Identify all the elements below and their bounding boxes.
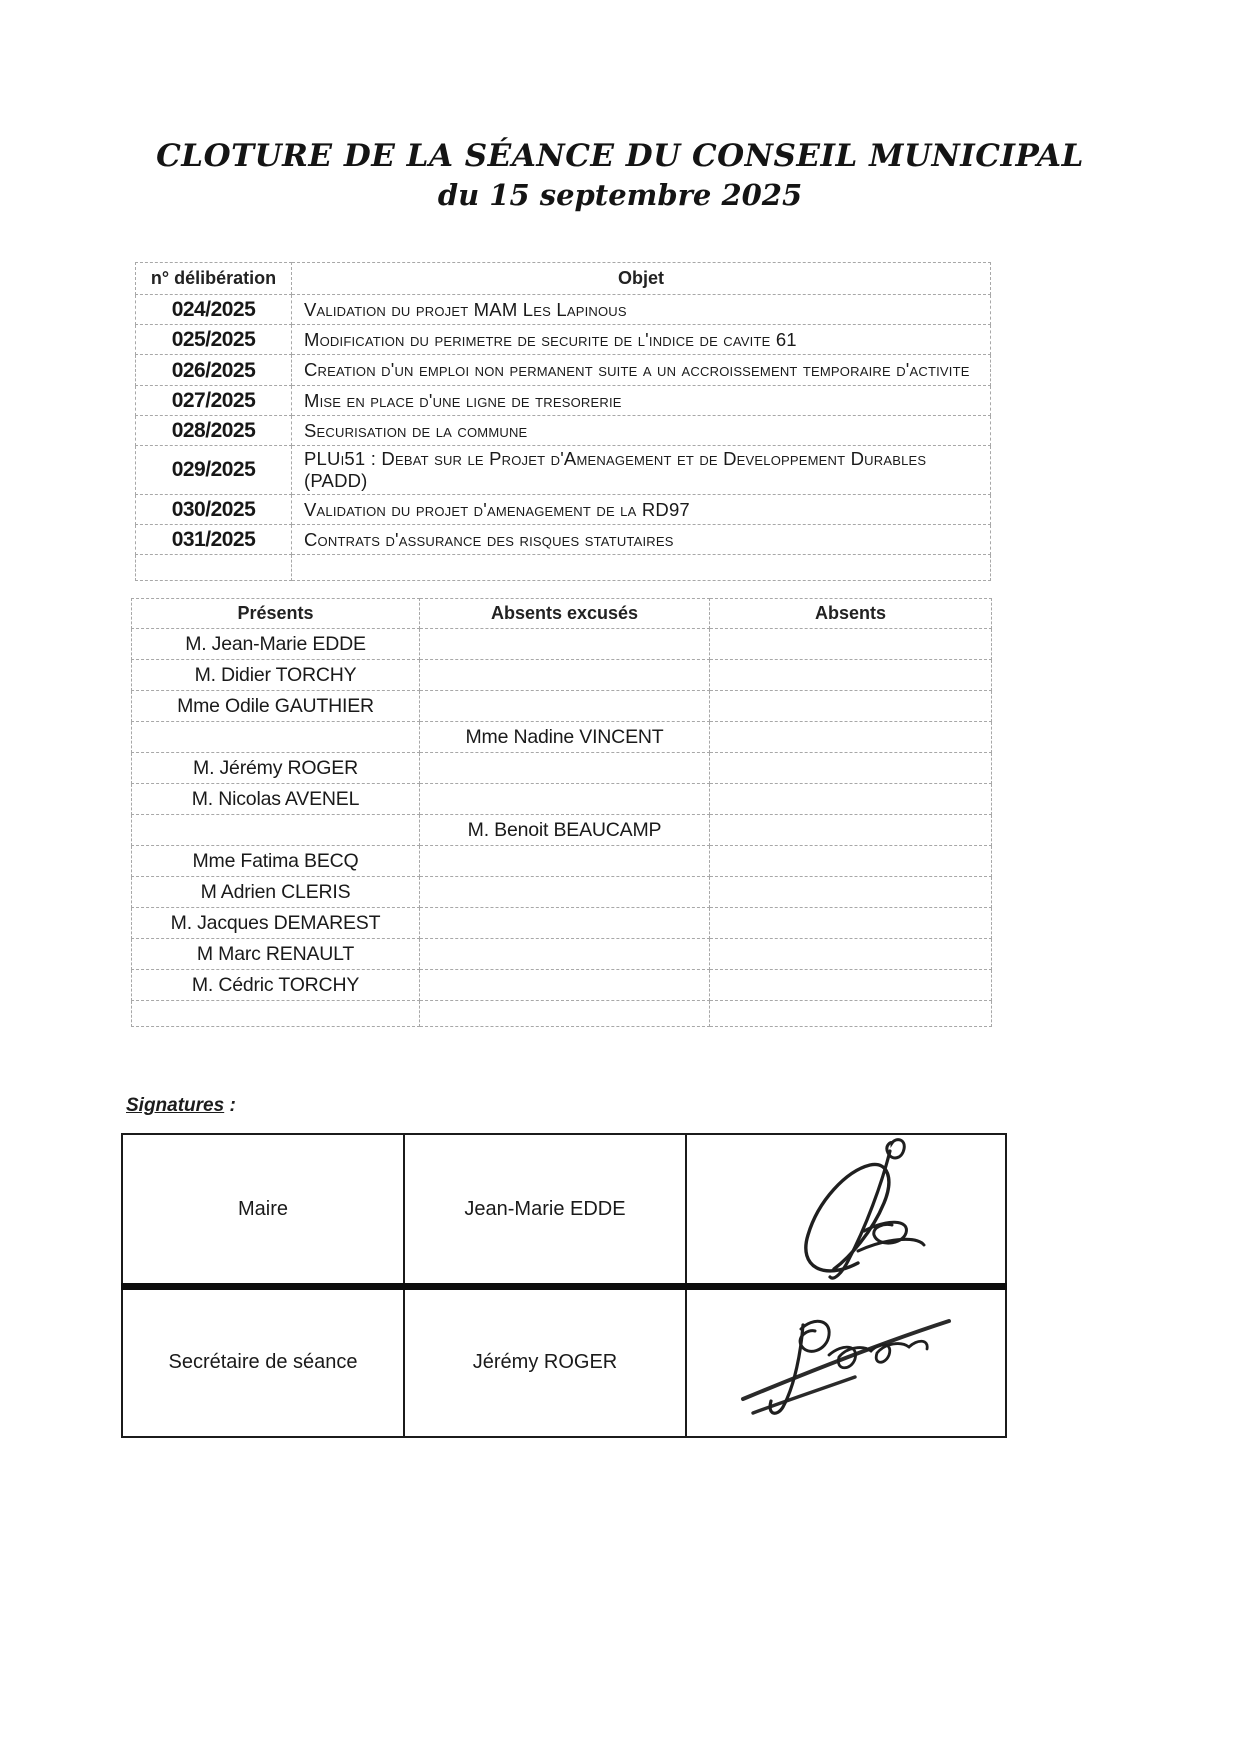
deliberation-object: Validation du projet d'amenagement de la RD97 bbox=[292, 495, 991, 525]
signatures-label-text: Signatures bbox=[126, 1095, 225, 1116]
excused-cell bbox=[420, 846, 710, 877]
table-row bbox=[122, 1134, 1006, 1287]
present-cell bbox=[132, 1001, 420, 1027]
deliberation-number: 029/2025 bbox=[136, 446, 292, 495]
present-cell: M. Jacques DEMAREST bbox=[132, 908, 420, 939]
table-row bbox=[132, 970, 992, 1001]
excused-cell bbox=[420, 660, 710, 691]
deliberation-number: 027/2025 bbox=[136, 386, 292, 416]
signature-role: Maire bbox=[122, 1134, 404, 1287]
table-row bbox=[136, 555, 991, 581]
deliberation-number: 030/2025 bbox=[136, 495, 292, 525]
deliberation-object: Validation du projet MAM Les Lapinous bbox=[292, 295, 991, 325]
table-row bbox=[132, 722, 992, 753]
excused-cell bbox=[420, 629, 710, 660]
absent-cell bbox=[710, 691, 992, 722]
absent-cell bbox=[710, 629, 992, 660]
signature-name: Jérémy ROGER bbox=[404, 1287, 686, 1437]
excused-cell bbox=[420, 691, 710, 722]
absent-cell bbox=[710, 846, 992, 877]
excused-header: Absents excusés bbox=[420, 599, 710, 629]
deliberations-header-row bbox=[136, 263, 991, 295]
excused-cell bbox=[420, 970, 710, 1001]
deliberation-object: Modification du perimetre de securite de l'indice de cavite 61 bbox=[292, 325, 991, 355]
table-row bbox=[132, 846, 992, 877]
deliberation-object bbox=[292, 555, 991, 581]
table-row bbox=[136, 525, 991, 555]
present-cell: M. Jean-Marie EDDE bbox=[132, 629, 420, 660]
roger-signature-icon bbox=[687, 1303, 1005, 1423]
present-cell: M. Didier TORCHY bbox=[132, 660, 420, 691]
deliberation-number: 024/2025 bbox=[136, 295, 292, 325]
attendance-table bbox=[131, 598, 992, 1027]
excused-cell: Mme Nadine VINCENT bbox=[420, 722, 710, 753]
table-row bbox=[136, 355, 991, 386]
deliberation-number: 025/2025 bbox=[136, 325, 292, 355]
table-row bbox=[132, 660, 992, 691]
present-cell: M. Cédric TORCHY bbox=[132, 970, 420, 1001]
excused-cell: M. Benoit BEAUCAMP bbox=[420, 815, 710, 846]
table-row bbox=[122, 1287, 1006, 1437]
page-subtitle: du 15 septembre 2025 bbox=[437, 178, 803, 212]
present-cell: M. Jérémy ROGER bbox=[132, 753, 420, 784]
absent-cell bbox=[710, 877, 992, 908]
title-block bbox=[0, 0, 1240, 212]
deliberation-object: PLUi51 : Debat sur le Projet d'Amenagement et de Developpement Durables (PADD) bbox=[292, 446, 991, 495]
absent-cell bbox=[710, 1001, 992, 1027]
table-row bbox=[132, 1001, 992, 1027]
excused-cell bbox=[420, 1001, 710, 1027]
absent-cell bbox=[710, 753, 992, 784]
deliberation-object: Creation d'un emploi non permanent suite a un accroissement temporaire d'activite bbox=[292, 355, 991, 386]
table-row bbox=[132, 753, 992, 784]
absent-cell bbox=[710, 815, 992, 846]
deliberations-table bbox=[135, 262, 991, 581]
excused-cell bbox=[420, 877, 710, 908]
present-cell: M. Nicolas AVENEL bbox=[132, 784, 420, 815]
absent-cell bbox=[710, 908, 992, 939]
absent-cell bbox=[710, 970, 992, 1001]
deliberation-object: Mise en place d'une ligne de tresorerie bbox=[292, 386, 991, 416]
table-row bbox=[136, 386, 991, 416]
absent-cell bbox=[710, 660, 992, 691]
deliberation-number: 031/2025 bbox=[136, 525, 292, 555]
table-row bbox=[136, 295, 991, 325]
deliberation-number-header: n° délibération bbox=[136, 263, 292, 295]
signatures-table bbox=[121, 1133, 1007, 1438]
deliberation-number: 026/2025 bbox=[136, 355, 292, 386]
signatures-label bbox=[126, 1095, 236, 1117]
table-row bbox=[132, 877, 992, 908]
excused-cell bbox=[420, 784, 710, 815]
excused-cell bbox=[420, 908, 710, 939]
table-row bbox=[136, 325, 991, 355]
table-row bbox=[132, 939, 992, 970]
absent-header: Absents bbox=[710, 599, 992, 629]
signature-cell bbox=[686, 1287, 1006, 1437]
present-cell bbox=[132, 722, 420, 753]
present-header: Présents bbox=[132, 599, 420, 629]
present-cell: Mme Fatima BECQ bbox=[132, 846, 420, 877]
table-row bbox=[136, 495, 991, 525]
excused-cell bbox=[420, 753, 710, 784]
absent-cell bbox=[710, 722, 992, 753]
signature-name: Jean-Marie EDDE bbox=[404, 1134, 686, 1287]
present-cell: M Marc RENAULT bbox=[132, 939, 420, 970]
table-row bbox=[132, 691, 992, 722]
signatures-label-colon: : bbox=[224, 1095, 236, 1116]
deliberation-object: Contrats d'assurance des risques statutaires bbox=[292, 525, 991, 555]
table-row bbox=[132, 815, 992, 846]
present-cell bbox=[132, 815, 420, 846]
absent-cell bbox=[710, 939, 992, 970]
absent-cell bbox=[710, 784, 992, 815]
table-row bbox=[132, 784, 992, 815]
edde-signature-icon bbox=[687, 1135, 1005, 1283]
deliberation-number: 028/2025 bbox=[136, 416, 292, 446]
deliberation-object-header: Objet bbox=[292, 263, 991, 295]
deliberation-number bbox=[136, 555, 292, 581]
table-row bbox=[136, 446, 991, 495]
table-row bbox=[132, 908, 992, 939]
deliberation-object: Securisation de la commune bbox=[292, 416, 991, 446]
signature-cell bbox=[686, 1134, 1006, 1287]
present-cell: Mme Odile GAUTHIER bbox=[132, 691, 420, 722]
present-cell: M Adrien CLERIS bbox=[132, 877, 420, 908]
signature-role: Secrétaire de séance bbox=[122, 1287, 404, 1437]
page-title: CLOTURE DE LA SÉANCE DU CONSEIL MUNICIPAL bbox=[156, 138, 1084, 174]
attendance-header-row bbox=[132, 599, 992, 629]
excused-cell bbox=[420, 939, 710, 970]
table-row bbox=[136, 416, 991, 446]
table-row bbox=[132, 629, 992, 660]
